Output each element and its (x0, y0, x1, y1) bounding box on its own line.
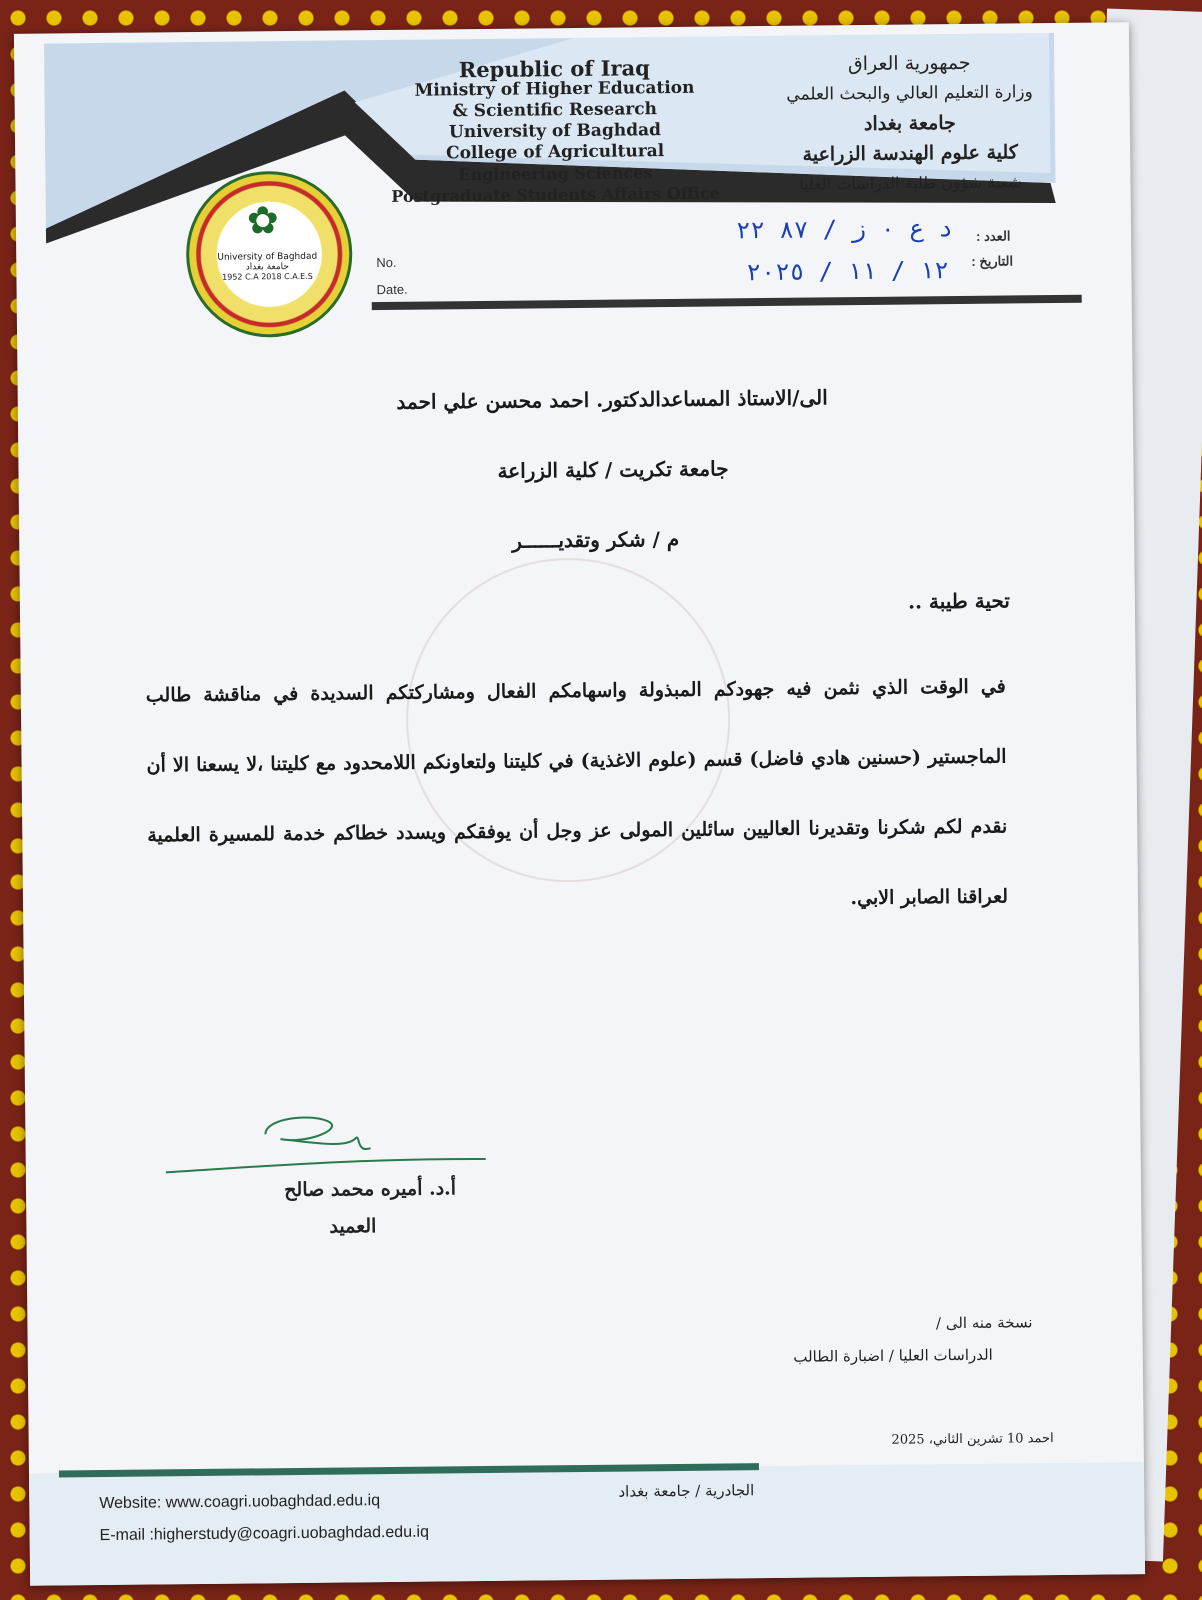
signatory-name: أ.د. أميره محمد صالح (284, 1177, 457, 1202)
footer-address: الجادرية / جامعة بغداد (618, 1481, 755, 1501)
footer-website: Website: www.coagri.uobaghdad.edu.iq (99, 1492, 381, 1513)
university-name: University of Baghdad (448, 120, 662, 143)
ministry-name: Ministry of Higher Education (414, 77, 695, 101)
copies-item: الدراسات العليا / اضبارة الطالب (793, 1345, 993, 1366)
ar-college: كلية علوم الهندسة الزراعية (802, 141, 1018, 166)
letter-page (14, 22, 1145, 1586)
reference-number: د ع ٠ ز / ٨٧ ٢٢ (735, 214, 953, 245)
recipient: الى/الاستاذ المساعدالدكتور. احمد محسن علي احمد (396, 385, 828, 414)
no-label-ar: العدد : (975, 228, 1011, 244)
logo-years: 1952 C.A 2018 C.A.E.S (222, 271, 313, 282)
palm-tree-icon: ✿ (246, 198, 279, 243)
letter-body: في الوقت الذي نثمن فيه جهودكم المبذولة واسهامكم الفعال ومشاركتكم السديدة في مناقشة طالب الماجستير (حسنين هادي فاضل) قسم (علوم الاغذية) في كليتنا ولتعاونكم اللامحدود مع كليتنا ،لا يسعنا الا أن نقدم لكم شكرنا وتقديرنا العاليين سائلين المولى عز وجل أن يوفقكم ويسدد خطاكم خدمة للمسيرة العلمية لعراقنا الصابر الابي. (145, 675, 1009, 910)
timestamp: احمد 10 تشرين الثاني، 2025 (891, 1431, 1054, 1448)
footer-email: E-mail :higherstudy@coagri.uobaghdad.edu.iq (99, 1523, 430, 1545)
college-name-2: Engineering Sciences (458, 163, 653, 185)
header-divider (372, 295, 1082, 310)
ar-office: شعبة شؤون طلبة الدراسات العليا (799, 172, 1022, 194)
date-label: Date. (376, 281, 408, 298)
copies-label: نسخة منه الى / (935, 1313, 1033, 1333)
arabic-letterhead (759, 47, 1061, 200)
ar-university: جامعة بغداد (863, 112, 956, 135)
no-label: No. (376, 254, 397, 271)
logo-caption: University of Baghdad جامعة بغداد (217, 251, 318, 273)
letter-subject: م / شكر وتقديــــــر (512, 526, 680, 553)
office-name: Postgraduate Students Affairs Office (391, 183, 721, 206)
reference-date: ١٢ / ١١ / ٢٠٢٥ (746, 256, 949, 287)
greeting: تحية طيبة .. (907, 588, 1011, 614)
college-name: College of Agricultural (446, 141, 665, 164)
recipient-institution: جامعة تكريت / كلية الزراعة (497, 456, 729, 483)
date-label-ar: التاريخ : (971, 253, 1014, 269)
ar-ministry: وزارة التعليم العالي والبحث العلمي (786, 82, 1033, 105)
footer (29, 1462, 1145, 1586)
ar-country: جمهورية العراق (847, 51, 971, 76)
signatory-title: العميد (329, 1215, 377, 1238)
ministry-name-2: & Scientific Research (452, 99, 658, 122)
english-letterhead (359, 56, 751, 207)
country-name: Republic of Iraq (458, 55, 650, 83)
college-logo (185, 170, 353, 338)
